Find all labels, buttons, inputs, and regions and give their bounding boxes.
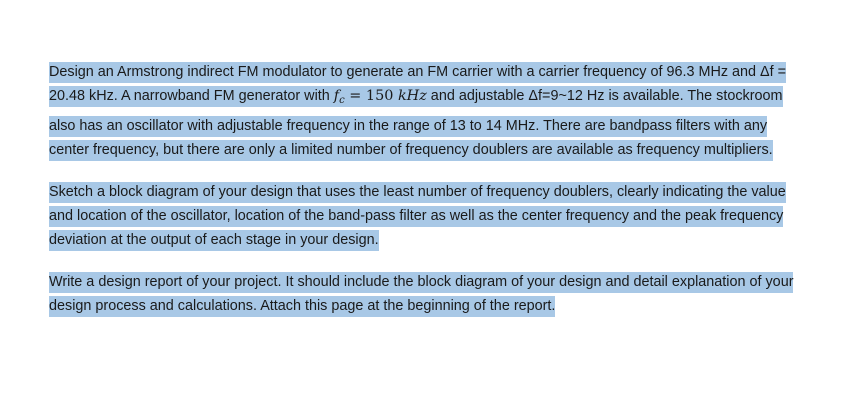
problem-text-part1: Design an Armstrong indirect FM modulator to generate an FM carrier with a carrier frequency of 96.3 MHz and Δf = 20.48 kHz. A narrowband FM generator with <box>49 64 787 105</box>
math-subscript-c: c <box>339 95 345 107</box>
selection-highlight[interactable]: Write a design report of your project. It should include the block diagram of your design and detail explanation of your design process and calculations. Attach this page at the beginning of the report. <box>49 272 793 317</box>
paragraph-sketch-instructions <box>49 180 809 253</box>
document-body <box>49 60 809 319</box>
selection-highlight[interactable] <box>49 62 786 161</box>
math-equals-value: = 150 <box>344 88 398 105</box>
math-symbol-f: f <box>333 88 340 105</box>
math-unit: kHz <box>397 88 427 105</box>
carrier-frequency-equation <box>333 88 427 107</box>
paragraph-problem-statement <box>49 60 809 163</box>
problem-text-part2: and adjustable Δf=9~12 Hz is available. The stockroom also has an oscillator with adjustable frequency in the range of 13 to 14 MHz. There are bandpass filters with any center frequency, but there are only a limited number of frequency doublers are available as frequency multipliers. <box>49 88 783 159</box>
paragraph-report-instructions <box>49 270 809 319</box>
selection-highlight[interactable]: Sketch a block diagram of your design that uses the least number of frequency doublers, clearly indicating the value and location of the oscillator, location of the band-pass filter as well as the center frequency and the peak frequency deviation at the output of each stage in your design. <box>49 182 786 252</box>
